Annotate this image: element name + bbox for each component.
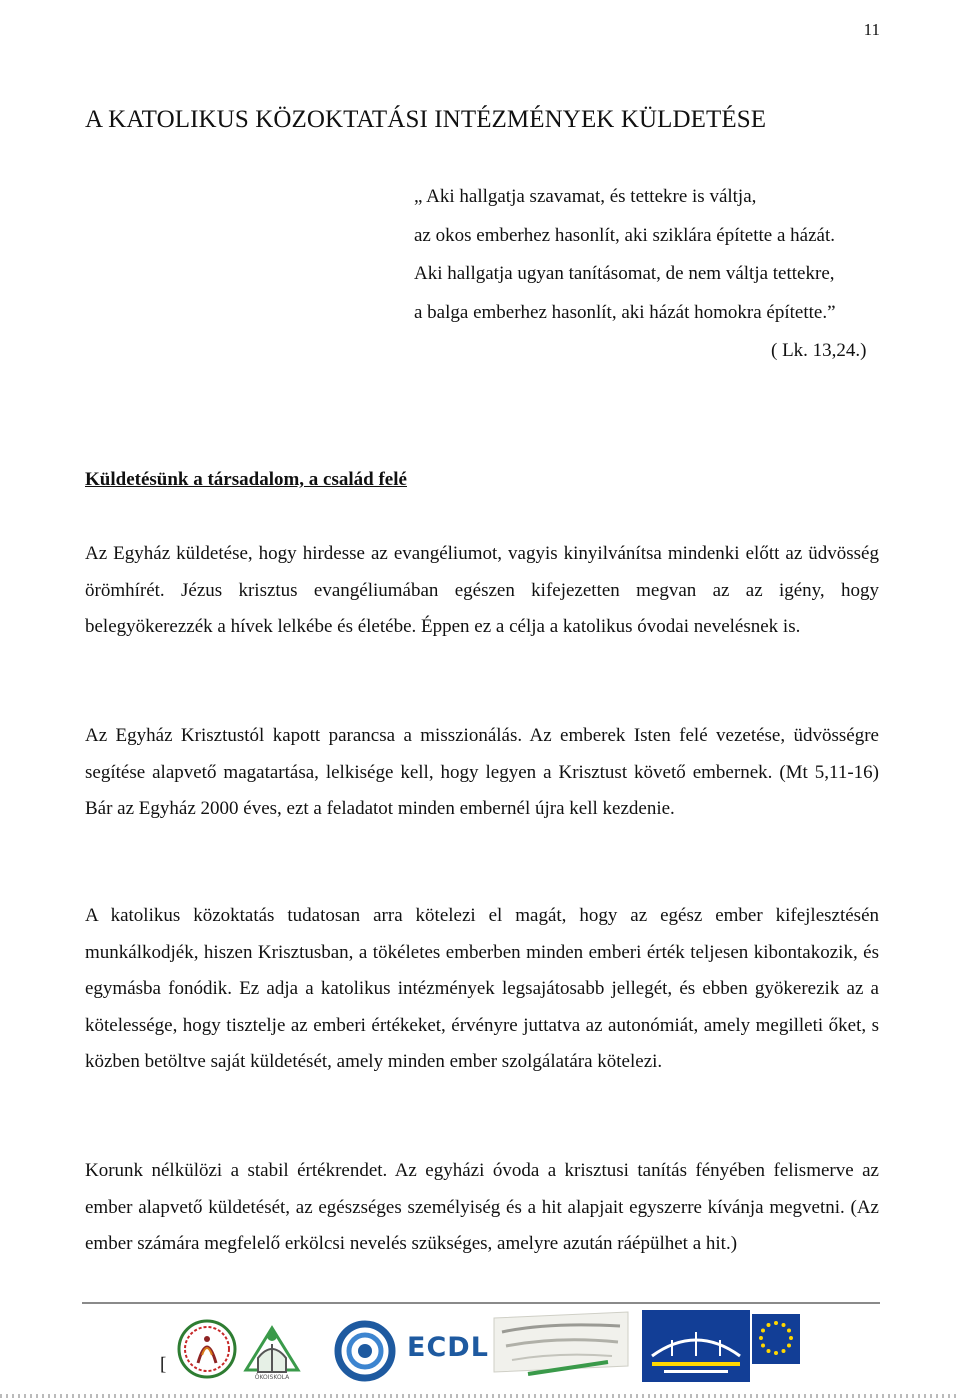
- uj-magyarorszag-logo: [642, 1310, 750, 1382]
- quote-line: Aki hallgatja ugyan tanításomat, de nem váltja tettekre,: [414, 263, 835, 284]
- ecdl-logo-text: ECDL: [407, 1332, 489, 1363]
- body-paragraph-3: A katolikus közoktatás tudatosan arra kötelezi el magát, hogy az egész ember kifejlesztésén munkálkodjék, hiszen Krisztusban, a tökéletes emberben minden emberi érték teljesen kibontakozik, és egymásba fonódik. Ez adja a katolikus intézmények legsajátosabb jellegét, és ebben gyökerezik az a kötelessége, hogy tisztelje az emberi értékeket, érvényre juttatva az autonómiát, amely megilleti őket, s közben betöltve saját küldetését, amely minden ember szolgálatára kötelezi.: [85, 905, 879, 1073]
- quote-line: az okos emberhez hasonlít, aki sziklára építette a házát.: [414, 224, 835, 246]
- eu-flag-icon: [752, 1314, 800, 1364]
- body-paragraph-4: Korunk nélkülözi a stabil értékrendet. Az egyházi óvoda a krisztusi tanítás fényében felismerve az ember alapvető küldetését, az egészséges személyiség és a hit alapjait egyszerre kívánja megvetni. (Az ember számára megfelelő erkölcsi nevelés szükséges, amelyre azután ráépülhet a hit.): [85, 1160, 879, 1255]
- okoiskola-label: ÖKOISKOLA: [254, 1374, 290, 1381]
- footer-logo-strip: [0, 1306, 960, 1398]
- quote-line: „ Aki hallgatja szavamat, és tettekre is váltja,: [414, 186, 757, 207]
- school-seal-logo: [176, 1311, 238, 1391]
- footer-bracket: [: [160, 1354, 167, 1375]
- arany-janos-program-logo: [488, 1308, 634, 1378]
- quote-line: a balga emberhez hasonlít, aki házát homokra építette.”: [414, 301, 836, 323]
- footer-divider: [82, 1302, 880, 1304]
- page-title: A KATOLIKUS KÖZOKTATÁSI INTÉZMÉNYEK KÜLDETÉSE: [85, 106, 767, 133]
- quote-citation: ( Lk. 13,24.): [771, 340, 867, 361]
- page-number: 11: [863, 20, 880, 39]
- scan-edge-dots: [0, 1394, 960, 1398]
- body-paragraph-1: Az Egyház küldetése, hogy hirdesse az evangéliumot, vagyis kinyilvánítsa mindenki előtt az üdvösség örömhírét. Jézus krisztus evangéliumában egészen kifejezetten megvan az az igény, hogy belegyökerezzék a hívek lelkébe és életébe. Éppen ez a célja a katolikus óvodai nevelésnek is.: [85, 543, 879, 638]
- ecdl-ring-icon: [330, 1316, 400, 1386]
- body-paragraph-2: Az Egyház Krisztustól kapott parancsa a misszionálás. Az emberek Isten felé vezetése, üdvösségre segítése alapvető magatartása, lelkisége kell, hogy legyen a Krisztust követő embernek. (Mt 5,11-16) Bár az Egyház 2000 éves, ezt a feladatot minden embernél újra kell kezdenie.: [85, 725, 879, 820]
- section-heading: Küldetésünk a társadalom, a család felé: [85, 469, 407, 490]
- epigraph-quote: [414, 178, 894, 371]
